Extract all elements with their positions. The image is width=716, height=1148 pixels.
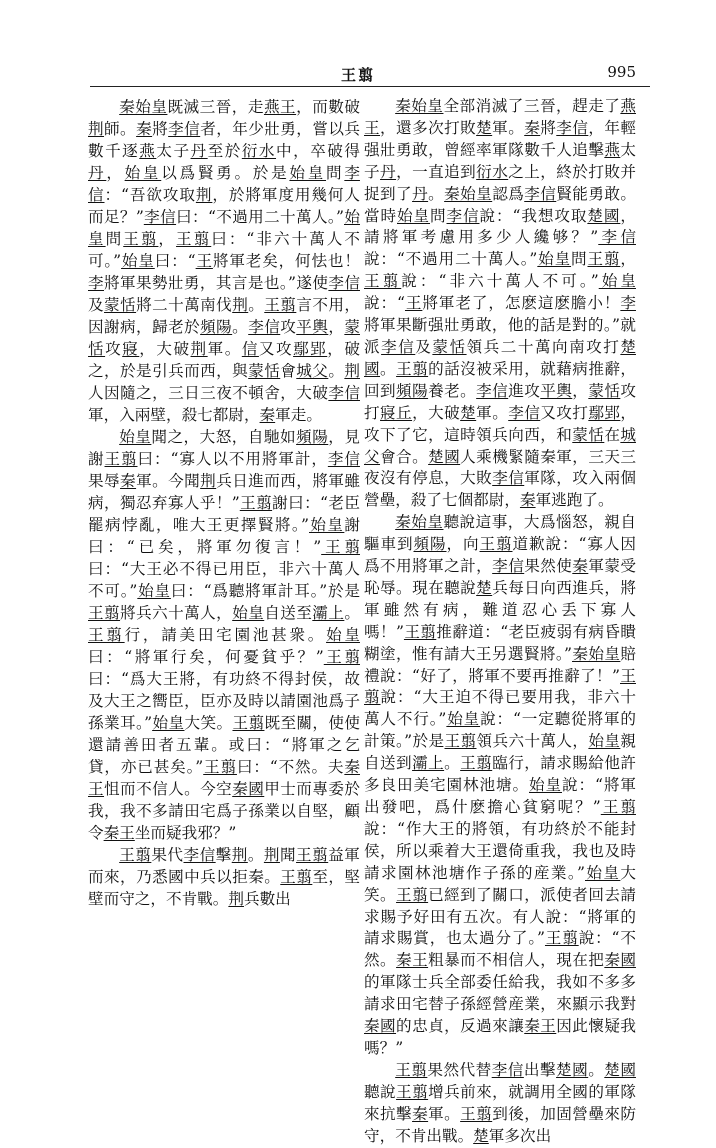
proper-noun: 李信 [248,318,281,336]
proper-noun: 蒙恬 [88,318,360,358]
text-run: 將 [540,118,557,137]
text-run: 問 [105,230,124,248]
proper-noun: 李信 [492,557,525,576]
proper-noun: 荆 [200,472,217,490]
text-run: 太子 [364,140,636,181]
proper-noun: 始皇 [88,208,360,248]
text-run: 。 [248,296,265,314]
text-run: 說：“非六十萬人不可。” [401,272,599,291]
proper-noun: 蒙恬 [588,381,621,400]
text-run: ，而數破 [296,98,360,116]
text-run: 的忠貞，反過來讓 [396,1017,525,1036]
proper-noun: 王翦 [587,250,621,269]
text-run: 將軍老矣，何怯也！ [212,252,360,270]
proper-noun: 秦始皇 [395,97,444,115]
proper-noun: 蒙恬 [104,296,137,314]
proper-noun: 燕 [604,140,621,159]
proper-noun: 王翦 [88,604,121,622]
proper-noun: 秦 [120,472,137,490]
text-run: 謝曰：“已矣，將軍勿復言！” [88,516,360,556]
text-run: 。 [444,754,461,773]
classical-text-column [88,96,360,910]
proper-noun: 王翦 [104,450,138,468]
proper-noun: 王翦 [176,230,212,248]
proper-noun: 李信 [327,450,360,468]
proper-noun: 李信 [328,384,360,402]
text-run: 中，卒破得 [276,142,360,160]
text-run: 。 [588,1060,605,1079]
proper-noun: 王翦 [296,846,329,864]
text-run: 曰：“不過用二十萬人。” [176,208,345,226]
proper-noun: 秦王 [396,951,429,970]
proper-noun: 荆 [344,362,360,380]
text-run: 將軍老了，怎麽這麽膽小！ [422,294,621,313]
text-run: 說：“一定聽從將軍的計策。”於是 [364,710,636,751]
proper-noun: 李信 [524,184,557,203]
proper-noun: 李信 [88,164,360,204]
proper-noun: 王翦 [364,272,402,291]
text-run: 至於 [207,142,242,160]
paragraph [364,96,636,512]
proper-noun: 王翦 [460,1104,493,1123]
text-run: 軍走。 [275,406,322,424]
text-run: ，見謝 [88,428,360,468]
proper-noun: 李信 [598,228,636,247]
text-run: 進攻 [508,381,541,400]
text-run: 大笑。 [364,863,636,904]
proper-noun: 秦王 [103,824,135,842]
proper-noun: 秦始皇 [395,513,444,532]
text-run: 會合。 [380,447,429,466]
proper-noun: 始皇 [529,776,562,795]
text-run: 推辭道：“老臣疲弱有病昏瞶糊塗，惟有請大王另選賢將。” [364,622,636,663]
proper-noun: 王翦 [264,296,297,314]
proper-noun: 李 [88,274,104,292]
proper-noun: 荆 [190,340,208,358]
proper-noun: 丹 [88,164,107,182]
proper-noun: 寢 [122,340,140,358]
proper-noun: 始皇 [585,863,621,882]
proper-noun: 頻陽 [396,381,429,400]
text-run: 言不用，因謝病，歸老於 [88,296,360,336]
proper-noun: 頻陽 [413,535,447,554]
proper-noun: 秦 [572,557,589,576]
proper-noun: 王翦 [323,648,360,666]
text-run: 又攻 [258,340,294,358]
text-run: 軍。 [207,340,242,358]
proper-noun: 王翦 [123,230,159,248]
text-run: 者，年少壯勇，嘗以兵數千逐 [88,120,360,160]
proper-noun: 頻陽 [200,318,233,336]
text-run: 曰：“大王必不得已用臣，非六十萬人不可。” [88,560,360,600]
text-run: ，破之，於是引兵而西，與 [88,340,360,380]
text-run: 。 [247,846,264,864]
text-run: 聽說這事，大爲惱怒，親自驅車到 [364,513,636,554]
proper-noun: 丹 [380,162,397,181]
proper-noun: 楚國 [604,1060,636,1079]
proper-noun: 王翦 [544,929,579,948]
proper-noun: 王翦 [403,622,437,641]
proper-noun: 丹 [190,142,208,160]
text-run: 攻打 [364,381,636,422]
proper-noun: 灞上 [412,754,445,773]
proper-noun: 始皇 [397,206,430,225]
text-run: 果辱 [88,472,121,490]
text-run: 及 [88,296,105,314]
text-run: 之上，終於打敗并捉到了 [364,162,636,203]
text-run: 曰：“爲聽將軍計耳。”於是 [170,582,360,600]
proper-noun: 秦國 [232,780,265,798]
proper-noun: 城父 [364,425,636,466]
header-rule [90,86,650,87]
proper-noun: 頻陽 [296,428,329,446]
proper-noun: 始皇 [124,164,162,182]
text-run: 師。 [104,120,137,138]
proper-noun: 李信 [381,337,416,356]
proper-noun: 楚 [476,118,493,137]
text-run: 攻 [105,340,123,358]
text-run: 說：“不然。 [364,929,636,970]
proper-noun: 城父 [296,362,329,380]
text-run: 因此懷疑我嗎？” [364,1017,636,1057]
text-run: 及 [415,337,433,356]
proper-noun: 王翦 [119,846,152,864]
text-run: 軍。今聞 [136,472,201,490]
proper-noun: 楚國 [364,337,636,378]
text-run: 果然代替 [427,1060,492,1079]
text-run: 果代 [151,846,184,864]
text-run: 的話沒被采用，就藉病推辭，回到 [364,359,636,400]
proper-noun: 王翦 [460,754,493,773]
text-run: 坐而疑我邪？” [134,824,237,842]
text-run: 曰：“寡人以不用將軍計， [137,450,328,468]
text-run: 將軍果勢壯勇，其言是也。”遂使 [104,274,329,292]
proper-noun: 楚 [460,403,477,422]
proper-noun: 荆 [263,846,280,864]
text-run: 增兵前來，就調用全國的軍隊來抗擊 [364,1082,636,1123]
proper-noun: 李信 [508,403,541,422]
text-run: 曰：“不然。夫 [236,758,345,776]
proper-noun: 楚 [473,1126,489,1145]
text-run: 問 [571,250,588,269]
translation-text-column [364,96,636,1148]
text-run: 粗暴而不相信人，現在把 [428,951,605,970]
text-run: 領兵六十萬人， [476,732,589,751]
text-run: 的軍隊士兵全部委任給我，我如不多多請求田宅替子孫經營産業，來顯示我對 [364,973,636,1014]
text-run: 以爲賢勇。於是 [161,164,290,182]
text-run: 太子 [156,142,191,160]
proper-noun: 秦始皇 [572,644,621,663]
proper-noun: 始皇 [326,626,360,644]
text-run: 養老。 [428,381,477,400]
proper-noun: 王翦 [444,732,477,751]
proper-noun: 灞上 [312,604,345,622]
text-run: ， [328,318,345,336]
proper-noun: 王翦 [232,714,265,732]
proper-noun: 衍水 [241,142,277,160]
proper-noun: 燕王 [364,97,636,137]
page-number: 995 [607,63,636,81]
proper-noun: 寢丘 [380,403,413,422]
proper-noun: 信 [241,340,259,358]
text-run: ，一直追到 [396,162,477,181]
text-run: 說：“作大王的將領，有功終於不能封侯，所以乘着大王還倚重我，我也及時請求園林池塘作子孫的産業。” [364,819,636,882]
paragraph [364,512,636,1060]
proper-noun: 鄢郢 [588,403,621,422]
proper-noun: 始皇 [121,252,155,270]
proper-noun: 荆 [88,120,105,138]
text-run: 軍多次出 [488,1126,552,1145]
proper-noun: 秦 [136,120,153,138]
text-run: 人因隨之，三日三夜不頓舍，大破 [88,384,329,402]
proper-noun: 秦國 [364,1017,397,1036]
text-run: ， [572,381,589,400]
text-run: 既滅三晉，走 [167,98,264,116]
proper-noun: 楚國 [428,447,461,466]
text-run: 曰：“非六十萬人不可。” [88,230,360,270]
text-run: 臨行，請求賜給他許多良田美宅園林池塘。 [364,754,636,795]
proper-noun: 李信 [328,274,360,292]
proper-noun: 衍水 [476,162,509,181]
text-run: 到後，加固營壘來防守，不肯出戰。 [364,1104,636,1145]
proper-noun: 鄢郢 [293,340,328,358]
text-run: 曰：“爲大王將，有功終不得封侯，故及大王之嚮臣，臣亦及時以請園池爲子孫業耳。” [88,670,360,732]
text-run: 領兵二十萬向南攻打 [466,337,621,356]
text-run: 出擊 [523,1060,557,1079]
proper-noun: 始皇 [152,714,185,732]
proper-noun: 王翦 [396,359,429,378]
proper-noun: 李信 [168,120,201,138]
text-run: 會 [280,362,297,380]
proper-noun: 王翦 [600,798,636,816]
text-run: 益軍而來，乃悉國中兵以拒秦。 [88,846,360,886]
text-run: 說：“ [364,294,405,313]
proper-noun: 秦 [259,406,276,424]
text-run: ，向 [446,535,480,554]
proper-noun: 李信 [556,118,589,137]
proper-noun: 丹 [412,184,429,203]
text-run: 大笑。 [184,714,233,732]
text-run: 自送至 [264,604,313,622]
text-run: 攻 [280,318,297,336]
text-run: 已經到了關口，派使者回去請求賜予好田有五次。有人說：“將軍的請求賜賞，也太過分了。” [364,885,636,948]
proper-noun: 李信 [183,846,216,864]
text-run: 。 [328,362,345,380]
text-run: 聞之，大怒，自馳如 [151,428,297,446]
proper-noun: 始皇 [232,604,265,622]
proper-noun: 荆 [232,296,249,314]
paragraph [88,96,360,426]
text-run: 說：“大王迫不得已要用我，非六十萬人不行。” [364,688,636,729]
text-run: 說：“不過用二十萬人。” [364,250,538,269]
text-run: 既至關，使使還請善田者五輩。或曰：“將軍之乞貸，亦已甚矣。” [88,714,360,776]
text-run: 。 [232,318,249,336]
proper-noun: 李信 [446,206,480,225]
proper-noun: 李信 [143,208,177,226]
text-run: 軍逃跑了。 [535,491,614,510]
text-run: 人乘機緊隨秦軍，三天三夜沒有停息，大敗 [364,447,636,488]
text-run: 至，堅壁而守之，不肯戰。 [88,868,360,908]
text-run: 認爲 [492,184,525,203]
proper-noun: 李信 [491,1060,524,1079]
text-run: 親自送到 [364,732,636,773]
proper-noun: 平輿 [540,381,573,400]
proper-noun: 始皇 [446,710,481,729]
proper-noun: 王翦 [396,1082,429,1101]
proper-noun: 荆 [231,846,248,864]
text-run: 兵每日向西進兵，將軍雖然有病，難道忍心丢下寡人嗎！” [364,578,636,641]
proper-noun: 荆 [228,890,244,908]
proper-noun: 荆 [195,186,213,204]
proper-noun: 李 [620,294,636,313]
text-run: 在 [604,425,621,444]
text-run: 兵數出 [243,890,291,908]
running-head-title: 王翦 [340,66,375,84]
proper-noun: 李信 [476,381,509,400]
text-run: ，大破 [412,403,461,422]
proper-noun: 燕 [139,142,157,160]
proper-noun: 蒙恬 [432,337,467,356]
text-run: ， [106,164,125,182]
text-run: 謝曰：“老臣罷病悖亂，唯大王更擇賢將。” [88,494,360,534]
paragraph [88,844,360,910]
text-run: 曰：“將軍行矣，何憂貧乎？” [88,648,324,666]
proper-noun: 平輿 [296,318,329,336]
text-run: 。 [344,604,360,622]
proper-noun: 楚國 [587,206,621,225]
proper-noun: 王翦 [203,758,237,776]
text-run: 軍。 [492,118,525,137]
proper-noun: 秦始皇 [444,184,493,203]
text-run: ，請將軍考慮用多少人纔够？” [364,206,636,247]
text-run: 怚而不信人。今空 [104,780,233,798]
text-run: ，大破 [139,340,191,358]
text-run: ，年輕强壯勇敢，曾經率軍隊數千人追擊 [364,118,636,159]
text-run: 將二十萬南伐 [136,296,233,314]
text-run: 全部消滅了三晉，趕走了 [443,97,621,115]
text-run: 行，請美田宅園池甚衆。 [124,626,327,644]
text-run: 說：“將軍出發吧，爲什麽擔心貧窮呢？” [364,776,636,816]
proper-noun: 王翦 [280,868,313,886]
proper-noun: 秦王 [524,1017,557,1036]
text-run: ， [158,230,177,248]
text-run: 問 [430,206,447,225]
proper-noun: 始皇 [537,250,572,269]
text-run: 道歉說：“寡人因爲不用將軍之計， [364,535,636,576]
proper-noun: 王翦 [396,885,429,904]
proper-noun: 秦王 [88,758,360,798]
text-run: 軍。 [428,1104,461,1123]
text-run: 。 [428,184,445,203]
proper-noun: 始皇 [309,516,345,534]
proper-noun: 王翦 [321,538,360,556]
proper-noun: 秦國 [604,951,636,970]
text-run: 軍隊，攻入兩個營壘，殺了七個都尉， [364,469,636,510]
proper-noun: 燕王 [263,98,297,116]
paragraph [88,426,360,844]
text-run: 軍。 [476,403,509,422]
proper-noun: 王翦 [395,1060,428,1079]
text-run: 賢能勇敢。當時 [364,184,636,225]
text-run: ， [620,250,636,269]
proper-noun: 始皇 [598,272,636,291]
text-run: ，攻下了它，這時領兵向西，和 [364,403,636,444]
proper-noun: 始皇 [289,164,327,182]
text-run: 軍，入兩壁，殺七都尉， [88,406,260,424]
proper-noun: 秦始皇 [119,98,168,116]
proper-noun: 蒙恬 [248,362,281,380]
text-run: 將 [152,120,169,138]
text-run: ，於將軍度用幾何人而足？” [88,186,360,226]
text-run: 將軍果斷强壯勇敢，他的話是對的。”就派 [364,316,636,356]
proper-noun: 王 [195,252,213,270]
text-run: 將兵六十萬人， [120,604,233,622]
text-run: 說：“我想攻取 [479,206,588,225]
text-run: 。 [380,359,397,378]
text-run: ：“吾欲攻取 [104,186,196,204]
text-run: 賠禮說：“好了，將軍不要再推辭了！” [364,644,636,685]
text-run: 曰：“ [154,252,196,270]
proper-noun: 王翦 [364,666,636,707]
text-run: 兵日進而西，將軍雖病，獨忍弃寡人乎！” [88,472,360,512]
proper-noun: 始皇 [588,732,621,751]
proper-noun: 秦 [519,491,536,510]
text-run: 又攻打 [540,403,589,422]
proper-noun: 秦 [412,1104,429,1123]
text-run: 問 [326,164,345,182]
proper-noun: 王翦 [239,494,273,512]
text-run: ，還多次打敗 [380,118,477,137]
text-run: 甲士而專委於我，我不多請田宅爲子孫業以自堅，顧令 [88,780,360,842]
text-run: 擊 [215,846,232,864]
proper-noun: 楚 [476,578,493,597]
proper-noun: 始皇 [119,428,152,446]
proper-noun: 蒙恬 [572,425,605,444]
text-run: 軍蒙受恥辱。現在聽說 [364,557,636,597]
proper-noun: 王 [404,294,423,313]
proper-noun: 楚國 [556,1060,589,1079]
proper-noun: 王翦 [88,626,125,644]
proper-noun: 始皇 [137,582,171,600]
text-run: 聞 [279,846,297,864]
proper-noun: 王翦 [479,535,513,554]
paragraph [364,1060,636,1148]
proper-noun: 秦 [524,118,541,137]
text-run: 果然使 [524,557,573,576]
text-run: 聽說 [364,1082,397,1101]
proper-noun: 李信 [492,469,525,488]
